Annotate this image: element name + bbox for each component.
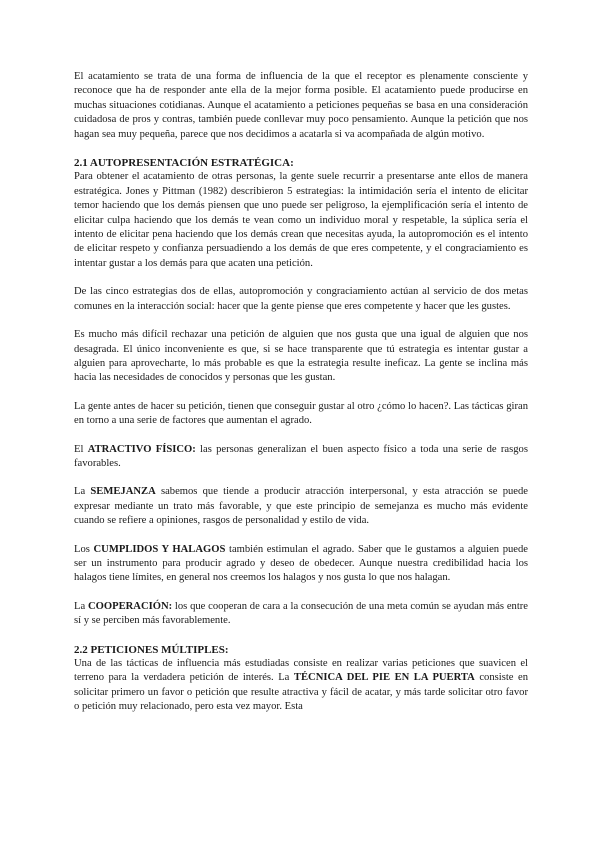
paragraph-physical-attractiveness: El ATRACTIVO FÍSICO: las personas generalizan el buen aspecto físico a toda una serie de rasgos favorables.: [74, 443, 528, 469]
term-compliments: CUMPLIDOS Y HALAGOS: [93, 543, 226, 555]
paragraph-similarity: La SEMEJANZA sabemos que tiende a producir atracción interpersonal, y esta atracción se puede expresar mediante un trato más favorable, y que este principio de semejanza es mucho más evidente cuando se refiere a opiniones, rasgos de personalidad y estilo de vida.: [74, 486, 528, 527]
section-heading-2-1: 2.1 AUTOPRESENTACIÓN ESTRATÉGICA:: [74, 157, 294, 170]
term-physical-attractiveness: ATRACTIVO FÍSICO:: [87, 443, 196, 455]
document-page: [74, 70, 528, 715]
section-heading-2-2: 2.2 PETICIONES MÚLTIPLES:: [74, 643, 229, 656]
term-foot-in-the-door: TÉCNICA DEL PIE EN LA PUERTA: [293, 672, 475, 684]
paragraph-two-goals: De las cinco estrategias dos de ellas, autopromoción y congraciamiento actúan al servicio de dos metas comunes en la interacción social: hacer que la gente piense que eres competente y hacer que les gustes.: [74, 286, 528, 312]
paragraph-intro: El acatamiento se trata de una forma de influencia de la que el receptor es plenamente consciente y reconoce que ha de responder ante ella de la mejor forma posible. El acatamiento puede producirse en muchas situaciones cotidianas. Aunque el acatamiento a peticiones pequeñas se basa en una consideración cuidadosa de pros y contras, también puede conllevar muy poco pensamiento. Aunque la petición que nos hagan sea muy pequeña, parece que nos decidimos a acatarla si va acompañada de algún motivo.: [74, 71, 528, 140]
paragraph-liking: Es mucho más difícil rechazar una petición de alguien que nos gusta que una igual de alguien que nos desagrada. El único inconveniente es que, si se hace transparente que tú estrategia es intentar gustar a alguien para aprovecharte, lo más probable es que la estrategia resulte ineficaz. La gente se inclina más hacia las necesidades de conocidos y personas que les gustan.: [74, 329, 528, 384]
paragraph-strategies: Para obtener el acatamiento de otras personas, la gente suele recurrir a presentarse ante ellos de manera estratégica. Jones y Pittman (1982) describieron 5 estrategias: la intimidación sería el intento de elicitar temor haciendo que los demás piensen que uno puede ser peligroso, la ejemplificación sería el intento de elicitar culpa haciendo que los demás te vean como un individuo moral y respetable, la súplica sería el intento de elicitar pena haciendo que los demás crean que necesitas ayuda, la autopromoción es el intento de elicitar respeto y confianza persuadiendo a los demás de que eres competente, y el congraciamiento es intentar gustar a los demás para que acaten una petición.: [74, 171, 528, 269]
paragraph-multiple-requests: Una de las tácticas de influencia más estudiadas consiste en realizar varias peticiones que suavicen el terreno para la verdadera petición de interés. La TÉCNICA DEL PIE EN LA PUERTA consiste en solicitar primero un favor o petición que resulte atractiva y fácil de acatar, y más tarde solicitar otro favor o petición muy relacionado, pero esta vez mayor. Esta: [74, 658, 528, 713]
paragraph-compliments: Los CUMPLIDOS Y HALAGOS también estimulan el agrado. Saber que le gustamos a alguien puede ser un instrumento para producir agrado y deseo de obedecer. Aunque nuestra credibilidad hacia los halagos tiene límites, en general nos creemos los halagos y nos gusta lo que nos halagan.: [74, 543, 528, 584]
term-similarity: SEMEJANZA: [90, 486, 156, 498]
paragraph-cooperation: La COOPERACIÓN: los que cooperan de cara a la consecución de una meta común se ayudan más entre sí y se perciben más favorablemente.: [74, 600, 528, 627]
term-cooperation: COOPERACIÓN:: [87, 600, 173, 612]
paragraph-tactics: La gente antes de hacer su petición, tienen que conseguir gustar al otro ¿cómo lo hacen?. Las tácticas giran en torno a una serie de factores que aumentan el agrado.: [74, 400, 528, 427]
